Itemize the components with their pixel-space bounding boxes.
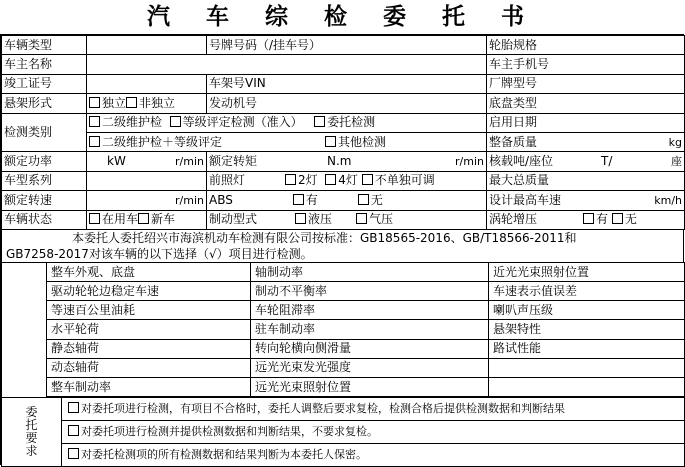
inspection-item[interactable]: 动态轴荷	[47, 358, 251, 377]
checkbox-abs-yes[interactable]	[293, 194, 304, 205]
checkbox-turbo-no[interactable]	[612, 213, 623, 224]
note-line-1: 本委托人委托绍兴市海滨机动车检测有限公司按标准：GB18565-2016、GB/T18566-2011和	[2, 230, 684, 246]
checkbox-pneumatic[interactable]	[356, 213, 367, 224]
field-completion-cert[interactable]	[87, 74, 207, 93]
label-suspension: 悬架形式	[2, 94, 87, 113]
field-rated-torque[interactable]: 额定转矩 N.m r/min	[207, 152, 487, 171]
vehicle-info-table	[1, 35, 685, 230]
label-vehicle-type: 车辆类型	[2, 36, 87, 55]
item-check-cell[interactable]	[2, 320, 47, 339]
checkbox-maintenance-plus-grade[interactable]	[89, 136, 100, 147]
label-max-speed: 设计最高车速 km/h	[487, 191, 685, 210]
label-enable-date: 启用日期	[487, 113, 685, 132]
label-plate-number: 号牌号码（/挂车号）	[207, 36, 487, 55]
inspection-item[interactable]: 近光光束照射位置	[489, 262, 685, 281]
label-load-capacity: 核载吨/座位 T/ 座	[487, 152, 685, 171]
label-owner-name: 车主名称	[2, 55, 87, 74]
inspection-item-row	[2, 262, 685, 281]
label-inspection-category: 检测类别	[2, 113, 87, 152]
label-rated-power: 额定功率	[2, 152, 87, 171]
field-rated-speed[interactable]: r/min	[87, 191, 207, 210]
label-curb-weight: 整备质量 kg	[487, 132, 685, 151]
inspection-item[interactable]: 转向轮横向侧滑量	[251, 339, 489, 358]
item-check-cell[interactable]	[2, 358, 47, 377]
item-check-cell[interactable]	[2, 339, 47, 358]
label-vehicle-status: 车辆状态	[2, 210, 87, 229]
status-options: 在用车 新车	[87, 210, 207, 229]
item-check-cell[interactable]	[2, 378, 47, 397]
inspection-item[interactable]: 悬架特性	[489, 320, 685, 339]
checkbox-4-lamps[interactable]	[325, 174, 336, 185]
field-rated-power[interactable]: kW r/min	[87, 152, 207, 171]
inspection-options-2: 二级维护检＋等级评定 其他检测	[87, 132, 487, 151]
inspection-item[interactable]: 车轮阻滞率	[251, 301, 489, 320]
item-check-cell[interactable]	[2, 301, 47, 320]
standard-note	[1, 230, 684, 262]
headlamp-options: 前照灯 2灯 4灯 不单独可调	[207, 171, 487, 190]
checkbox-2-lamps[interactable]	[285, 174, 296, 185]
suspension-options: 独立 非独立	[87, 94, 207, 113]
inspection-item-row	[2, 282, 685, 301]
label-tire-spec: 轮胎规格	[487, 36, 685, 55]
inspection-item[interactable]: 整车外观、底盘	[47, 262, 251, 281]
checkbox-in-use[interactable]	[89, 213, 100, 224]
inspection-item[interactable]: 制动不平衡率	[251, 282, 489, 301]
inspection-item[interactable]	[489, 378, 685, 397]
inspection-item[interactable]: 驱动轮轮边稳定车速	[47, 282, 251, 301]
requirement-option-1[interactable]: 对委托项进行检测，有项目不合格时，委托人调整后要求复检，检测合格后提供检测数据和判断结果	[62, 398, 685, 421]
brake-options: 制动型式 液压 气压	[207, 210, 487, 229]
checkbox-new-vehicle[interactable]	[138, 213, 149, 224]
checkbox-commissioned[interactable]	[314, 116, 325, 127]
checkbox-hydraulic[interactable]	[295, 213, 306, 224]
field-model-series[interactable]	[87, 171, 207, 190]
inspection-item[interactable]: 远光光束照射位置	[251, 378, 489, 397]
requirements-label: 委托要求	[2, 398, 62, 467]
checkbox-other-inspection[interactable]	[325, 136, 336, 147]
label-brand-model: 厂牌型号	[487, 74, 685, 93]
inspection-options-1: 二级维护检 等级评定检测（准入） 委托检测	[87, 113, 487, 132]
inspection-item[interactable]: 路试性能	[489, 339, 685, 358]
inspection-item[interactable]: 整车制动率	[47, 378, 251, 397]
checkbox-grade-assessment[interactable]	[170, 116, 181, 127]
requirements-table	[1, 397, 685, 467]
label-max-total-mass: 最大总质量	[487, 171, 685, 190]
note-line-2: GB7258-2017对该车辆的以下选择（√）项目进行检测。	[2, 246, 684, 262]
field-owner-name[interactable]	[87, 55, 487, 74]
field-vehicle-type[interactable]	[87, 36, 207, 55]
inspection-item-row	[2, 378, 685, 397]
checkbox-independent[interactable]	[89, 97, 100, 108]
inspection-item[interactable]: 静态轴荷	[47, 339, 251, 358]
checkbox-level2-maintenance[interactable]	[89, 116, 100, 127]
requirement-option-3[interactable]: 对委托检测项的所有检测数据和结果判断为本委托人保密。	[62, 444, 685, 467]
inspection-item-row	[2, 301, 685, 320]
label-rated-speed: 额定转速	[2, 191, 87, 210]
label-owner-phone: 车主手机号	[487, 55, 685, 74]
inspection-item[interactable]: 等速百公里油耗	[47, 301, 251, 320]
inspection-item[interactable]: 远光光束发光强度	[251, 358, 489, 377]
label-model-series: 车型系列	[2, 171, 87, 190]
label-engine-number: 发动机号	[207, 94, 487, 113]
checkbox-turbo-yes[interactable]	[583, 213, 594, 224]
requirement-option-2[interactable]: 对委托项进行检测并提供检测数据和判断结果，不要求复检。	[62, 421, 685, 444]
inspection-item[interactable]: 轴制动率	[251, 262, 489, 281]
label-completion-cert: 竣工证号	[2, 74, 87, 93]
checkbox-non-independent[interactable]	[126, 97, 137, 108]
item-check-cell[interactable]	[2, 282, 47, 301]
inspection-item[interactable]	[489, 358, 685, 377]
form-sheet	[0, 34, 684, 465]
inspection-item-row	[2, 358, 685, 377]
checkbox-not-adjustable[interactable]	[362, 174, 373, 185]
inspection-item[interactable]: 喇叭声压级	[489, 301, 685, 320]
inspection-items-table	[1, 262, 685, 397]
item-check-cell[interactable]	[2, 262, 47, 281]
label-vin: 车架号VIN	[207, 74, 487, 93]
document-title: 汽 车 综 检 委 托 书	[146, 3, 539, 30]
turbo-options: 涡轮增压 有 无	[487, 210, 685, 229]
inspection-item-row	[2, 320, 685, 339]
inspection-item[interactable]: 驻车制动率	[251, 320, 489, 339]
inspection-item-row	[2, 339, 685, 358]
checkbox-abs-no[interactable]	[358, 194, 369, 205]
inspection-item[interactable]: 车速表示值误差	[489, 282, 685, 301]
label-chassis-type: 底盘类型	[487, 94, 685, 113]
inspection-item[interactable]: 水平轮荷	[47, 320, 251, 339]
abs-options: ABS 有 无	[207, 191, 487, 210]
